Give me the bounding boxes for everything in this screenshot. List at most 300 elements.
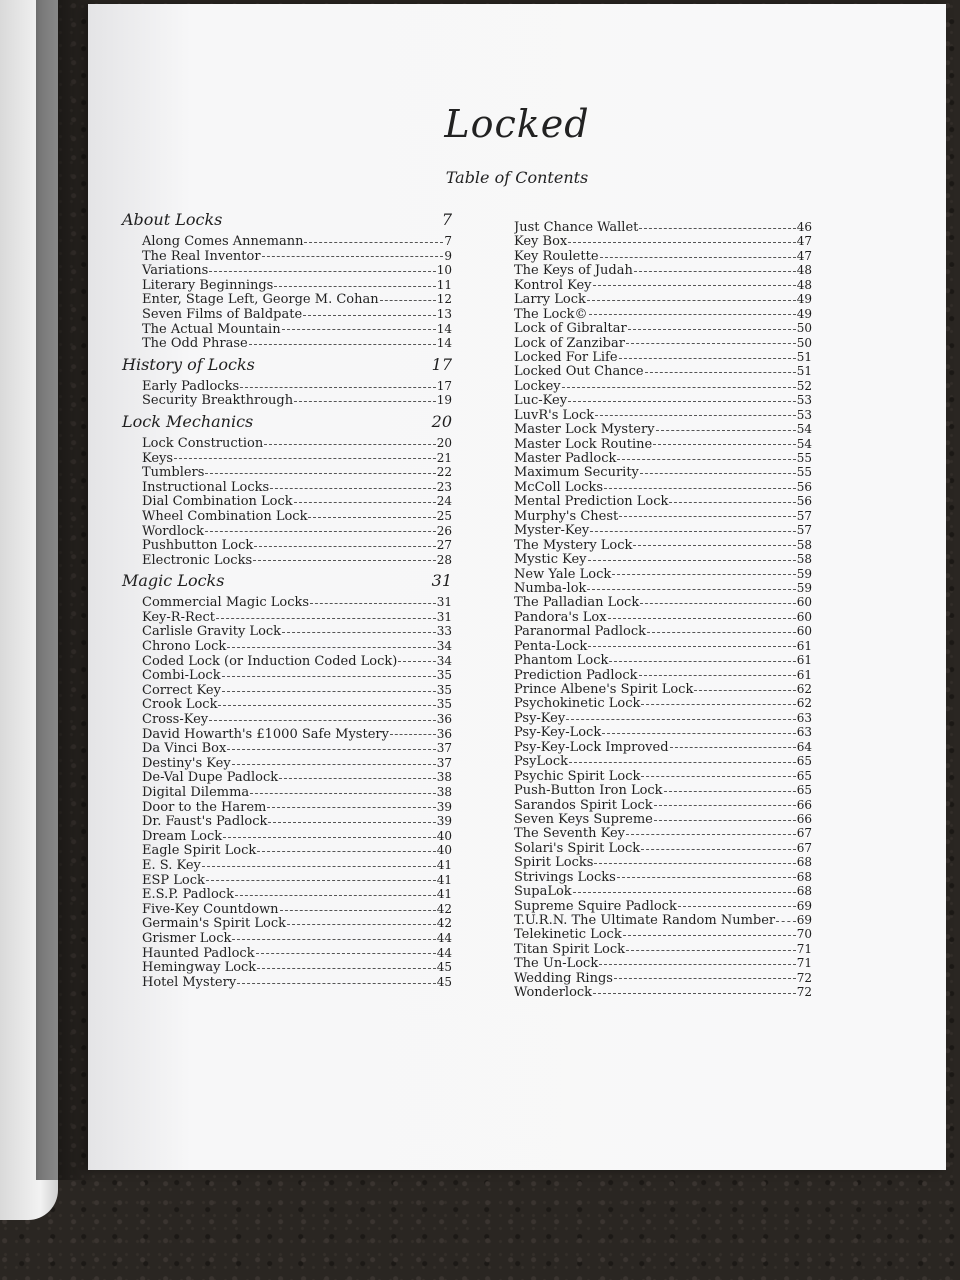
toc-entry-title: Carlisle Gravity Lock: [142, 624, 282, 640]
dot-leader: [257, 851, 435, 852]
toc-entry-page: 10: [436, 263, 452, 278]
toc-entry: [514, 653, 812, 667]
dot-leader: [237, 983, 436, 984]
dot-leader: [282, 632, 436, 633]
toc-entry: [122, 249, 452, 264]
toc-entry-page: 67: [796, 840, 812, 855]
toc-entry-title: Early Padlocks: [142, 378, 240, 394]
toc-entry: [122, 610, 452, 625]
toc-entry: [514, 711, 812, 725]
toc-entry-title: McColl Locks: [514, 479, 604, 495]
toc-entry-title: ESP Lock: [142, 872, 205, 888]
dot-leader: [694, 690, 795, 691]
toc-entry-title: Combi-Lock: [142, 668, 221, 683]
toc-entry: [122, 697, 452, 712]
toc-entry-title: Sarandos Spirit Lock: [514, 797, 653, 812]
toc-entry-page: 36: [436, 712, 452, 727]
dot-leader: [608, 618, 796, 619]
dot-leader: [653, 444, 796, 445]
dot-leader: [626, 834, 796, 835]
toc-entry-page: 41: [436, 872, 452, 887]
toc-entry: [122, 336, 452, 351]
toc-entry: [514, 812, 812, 826]
toc-entry: [122, 379, 452, 394]
section-title: History of Locks: [122, 354, 255, 374]
toc-entry-title: Coded Lock (or Induction Coded Lock): [142, 653, 398, 669]
dot-leader: [209, 271, 435, 272]
toc-entry-title: Pushbutton Lock: [142, 538, 254, 553]
toc-entry: [514, 927, 812, 941]
toc-entry-title: Dream Lock: [142, 828, 223, 844]
toc-entry: [514, 321, 812, 335]
toc-entry-title: Psy-Key-Lock Improved: [514, 739, 669, 755]
toc-entry-title: Psychic Spirit Lock: [514, 768, 641, 784]
toc-entry-page: 40: [436, 843, 452, 858]
dot-leader: [641, 704, 795, 705]
toc-entry-title: Just Chance Wallet: [514, 220, 639, 235]
section-title: About Locks: [122, 210, 223, 229]
toc-entry: [122, 843, 452, 858]
toc-entry-title: The Odd Phrase: [142, 336, 248, 351]
toc-entry-title: Instructional Locks: [142, 479, 270, 495]
dot-leader: [588, 646, 796, 647]
toc-section: [122, 571, 452, 989]
toc-entry-page: 56: [796, 494, 812, 509]
dot-leader: [268, 822, 435, 823]
toc-entry: [122, 887, 452, 902]
toc-entry-title: Supreme Squire Padlock: [514, 898, 677, 913]
toc-entry: [514, 350, 812, 364]
toc-entry: [514, 855, 812, 869]
toc-entry: [514, 538, 812, 552]
toc-entry-title: Myster-Key: [514, 523, 590, 538]
dot-leader: [380, 300, 436, 301]
toc-entry: [514, 610, 812, 624]
dot-leader: [664, 791, 796, 792]
toc-entry: [514, 624, 812, 638]
dot-leader: [617, 459, 795, 460]
toc-entry-title: Da Vinci Box: [142, 741, 227, 756]
toc-entry-title: Literary Beginnings: [142, 277, 274, 293]
toc-entry-page: 14: [436, 321, 452, 336]
dot-leader: [398, 661, 435, 662]
dot-leader: [573, 892, 796, 893]
toc-entry: [122, 931, 452, 946]
toc-entry: [122, 292, 452, 307]
toc-entry-title: Paranormal Padlock: [514, 624, 647, 639]
toc-entry-title: Cross-Key: [142, 712, 209, 727]
toc-entry: [514, 465, 812, 479]
dot-leader: [202, 866, 436, 867]
dot-leader: [206, 880, 436, 881]
toc-entry-title: Numba-lok: [514, 580, 587, 596]
toc-entry-page: 66: [796, 797, 812, 812]
dot-leader: [303, 315, 436, 316]
toc-entry: [514, 956, 812, 970]
toc-entry-title: Security Breakthrough: [142, 393, 294, 408]
toc-entry-page: 51: [796, 364, 812, 379]
toc-entry: [122, 756, 452, 771]
toc-entry: [122, 451, 452, 466]
toc-entry: [514, 234, 812, 248]
section-heading: [122, 210, 452, 232]
toc-entry: [514, 292, 812, 306]
toc-entry-page: 7: [444, 234, 452, 248]
section-page: 20: [431, 411, 452, 431]
dot-leader: [254, 546, 435, 547]
toc-entry-title: The Palladian Lock: [514, 595, 640, 610]
toc-entry-title: Enter, Stage Left, George M. Cohan: [142, 292, 379, 307]
toc-entry-page: 55: [796, 465, 812, 480]
toc-entry-page: 41: [436, 857, 452, 872]
toc-entry: [122, 234, 452, 249]
toc-entry-page: 31: [436, 609, 452, 624]
toc-entry-title: Destiny's Key: [142, 755, 231, 771]
dot-leader: [617, 877, 796, 878]
toc-entry-title: Wheel Combination Lock: [142, 508, 308, 524]
dot-leader: [216, 618, 436, 619]
toc-entry: [122, 509, 452, 524]
dot-leader: [267, 807, 435, 808]
dot-leader: [205, 531, 436, 532]
toc-entry-page: 39: [436, 814, 452, 829]
dot-leader: [249, 344, 436, 345]
dot-leader: [623, 935, 796, 936]
toc-entry-page: 70: [796, 927, 812, 942]
toc-entry: [122, 814, 452, 829]
toc-entry-page: 59: [796, 580, 812, 595]
toc-entry-title: Wordlock: [142, 523, 204, 539]
toc-entry-page: 58: [796, 537, 812, 552]
toc-entry-page: 63: [796, 710, 812, 725]
toc-entry: [122, 524, 452, 539]
toc-entry-page: 53: [796, 393, 812, 408]
dot-leader: [656, 430, 796, 431]
dot-leader: [562, 387, 796, 388]
dot-leader: [308, 517, 435, 518]
toc-entry: [122, 916, 452, 931]
toc-entry: [122, 712, 452, 727]
dot-leader: [587, 300, 796, 301]
section-page: 17: [431, 354, 452, 374]
toc-entry: [514, 971, 812, 985]
toc-entry-title: Door to the Harem: [142, 799, 267, 815]
toc-entry: [514, 249, 812, 263]
toc-entry-page: 54: [796, 436, 812, 451]
toc-entry-page: 14: [436, 336, 452, 351]
dot-leader: [602, 733, 796, 734]
toc-entry: [514, 552, 812, 566]
toc-entry-page: 35: [436, 697, 452, 712]
toc-entry-page: 19: [436, 393, 452, 408]
toc-section: [122, 412, 452, 567]
toc-entry-page: 56: [796, 479, 812, 494]
toc-entry-title: Five-Key Countdown: [142, 901, 279, 917]
toc-entry-page: 72: [796, 985, 812, 1000]
toc-entry-page: 65: [796, 754, 812, 769]
toc-entry-title: Lockey: [514, 378, 561, 394]
toc-entry: [122, 785, 452, 800]
toc-entry-page: 38: [436, 785, 452, 799]
toc-entry-page: 60: [796, 624, 812, 639]
toc-entry: [514, 682, 812, 696]
dot-leader: [593, 285, 796, 286]
toc-entry: [122, 639, 452, 654]
toc-entry-title: Commercial Magic Locks: [142, 595, 310, 610]
toc-entry: [514, 899, 812, 913]
toc-section: [122, 210, 452, 351]
toc-entry-title: Tumblers: [142, 465, 205, 480]
toc-entry: [514, 509, 812, 523]
toc-entry-title: Wonderlock: [514, 985, 593, 1000]
dot-leader: [640, 473, 796, 474]
toc-entry: [122, 494, 452, 509]
toc-entry-title: Hemingway Lock: [142, 960, 257, 975]
toc-entry: [122, 436, 452, 451]
toc-entry: [122, 480, 452, 495]
toc-entry: [514, 494, 812, 508]
toc-entry-page: 48: [796, 263, 812, 278]
toc-entry-title: Key Box: [514, 234, 568, 249]
toc-entry-title: The Keys of Judah: [514, 263, 633, 278]
dot-leader: [222, 676, 436, 677]
toc-entry: [514, 696, 812, 710]
toc-entry-title: Along Comes Annemann: [142, 234, 304, 249]
toc-entry: [514, 754, 812, 768]
dot-leader: [227, 647, 435, 648]
toc-entry-title: SupaLok: [514, 884, 572, 899]
dot-leader: [670, 747, 796, 748]
dot-leader: [599, 964, 796, 965]
dot-leader: [678, 906, 796, 907]
dot-leader: [639, 675, 796, 676]
toc-entry: [122, 902, 452, 917]
dot-leader: [569, 762, 796, 763]
toc-entry-page: 31: [436, 595, 452, 610]
toc-entry: [514, 422, 812, 436]
toc-entry-title: Mental Prediction Lock: [514, 494, 669, 509]
section-heading: [122, 571, 452, 593]
toc-entry: [514, 567, 812, 581]
toc-entry-page: 25: [436, 508, 452, 523]
dot-leader: [654, 805, 796, 806]
toc-entry: [514, 263, 812, 277]
toc-entry-page: 55: [796, 451, 812, 465]
dot-leader: [633, 545, 795, 546]
toc-entry-title: Phantom Lock: [514, 653, 609, 668]
toc-entry-page: 52: [796, 378, 812, 393]
toc-entry-page: 57: [796, 508, 812, 523]
dot-leader: [287, 924, 436, 925]
toc-entry-title: Spirit Locks: [514, 855, 594, 870]
toc-entry-page: 34: [436, 639, 452, 654]
toc-entry-title: Seven Films of Baldpate: [142, 306, 303, 322]
toc-entry-title: Key Roulette: [514, 248, 599, 264]
dot-leader: [641, 776, 795, 777]
toc-entry-page: 27: [436, 538, 452, 553]
toc-entry-title: Keys: [142, 450, 174, 466]
toc-entry-title: Eagle Spirit Lock: [142, 843, 257, 858]
dot-leader: [222, 691, 436, 692]
toc-entry-page: 69: [796, 898, 812, 913]
toc-entry-title: Master Lock Routine: [514, 436, 653, 451]
dot-leader: [310, 603, 436, 604]
toc-entry-title: Telekinetic Lock: [514, 927, 622, 942]
dot-leader: [626, 950, 796, 951]
toc-entry-title: Murphy's Chest: [514, 508, 619, 524]
dot-leader: [280, 910, 436, 911]
toc-entry: [122, 727, 452, 742]
dot-leader: [257, 968, 436, 969]
section-title: Lock Mechanics: [122, 411, 254, 431]
dot-leader: [604, 488, 796, 489]
dot-leader: [256, 953, 436, 954]
toc-entry-title: Psy-Key: [514, 710, 566, 726]
toc-entry: [514, 220, 812, 234]
toc-entry: [514, 884, 812, 898]
dot-leader: [568, 401, 796, 402]
toc-entry-page: 37: [436, 741, 452, 756]
toc-entry-page: 61: [796, 638, 812, 653]
toc-entry-title: Strivings Locks: [514, 869, 616, 885]
toc-heading: Table of Contents: [445, 168, 589, 187]
toc-entry: [514, 769, 812, 783]
toc-entry-page: 53: [796, 407, 812, 422]
toc-entry-page: 63: [796, 725, 812, 740]
toc-entry-title: Correct Key: [142, 682, 221, 698]
dot-leader: [209, 720, 436, 721]
toc-entry-title: Locked For Life: [514, 349, 618, 365]
toc-entry-page: 66: [796, 811, 812, 826]
section-heading: [122, 412, 452, 434]
toc-entry-title: PsyLock: [514, 754, 569, 769]
section-title: Magic Locks: [122, 571, 225, 591]
dot-leader: [240, 387, 436, 388]
toc-entry: [514, 364, 812, 378]
toc-entry-page: 68: [796, 869, 812, 884]
toc-entry-page: 39: [436, 799, 452, 814]
toc-entry-title: Prince Albene's Spirit Lock: [514, 682, 694, 697]
dot-leader: [294, 502, 436, 503]
dot-leader: [628, 329, 796, 330]
dot-leader: [609, 661, 795, 662]
toc-entry: [122, 654, 452, 669]
toc-entry: [122, 278, 452, 293]
toc-entry: [122, 770, 452, 785]
toc-entry-title: Dial Combination Lock: [142, 494, 293, 509]
dot-leader: [593, 993, 796, 994]
toc-entry-page: 64: [796, 739, 812, 754]
toc-entry-page: 57: [796, 523, 812, 538]
toc-entry-page: 54: [796, 422, 812, 437]
dot-leader: [566, 719, 796, 720]
toc-entry-title: Push-Button Iron Lock: [514, 783, 663, 798]
dot-leader: [282, 329, 436, 330]
toc-entry: [122, 322, 452, 337]
toc-entry: [514, 451, 812, 465]
dot-leader: [232, 764, 436, 765]
dot-leader: [619, 358, 796, 359]
toc-entry: [122, 538, 452, 553]
toc-entry-title: Lock of Zanzibar: [514, 335, 625, 350]
book-title: Locked: [444, 102, 590, 146]
toc-entry: [514, 336, 812, 350]
toc-entry-title: New Yale Lock: [514, 566, 612, 581]
toc-entry-page: 71: [796, 941, 812, 956]
dot-leader: [227, 749, 435, 750]
toc-entry-page: 40: [436, 828, 452, 843]
dot-leader: [174, 458, 436, 459]
toc-entry: [122, 873, 452, 888]
toc-entry-title: Crook Lock: [142, 697, 218, 713]
toc-entry-page: 71: [796, 956, 812, 971]
toc-entry: [514, 841, 812, 855]
dot-leader: [669, 502, 795, 503]
toc-entry: [514, 783, 812, 797]
toc-entry-page: 62: [796, 682, 812, 696]
toc-entry-title: Titan Spirit Lock: [514, 941, 626, 957]
toc-entry: [514, 913, 812, 927]
toc-entry-title: Digital Dilemma: [142, 785, 250, 800]
dot-leader: [223, 837, 436, 838]
toc-entry-title: Psychokinetic Lock: [514, 696, 641, 711]
toc-entry: [514, 379, 812, 393]
toc-entry-page: 41: [436, 887, 452, 902]
dot-leader: [595, 415, 796, 416]
toc-entry: [122, 800, 452, 815]
dot-leader: [634, 271, 796, 272]
dot-leader: [304, 242, 443, 243]
toc-entry-title: Pandora's Lox: [514, 609, 607, 625]
dot-leader: [589, 314, 796, 315]
toc-entry-title: Luc-Key: [514, 393, 568, 408]
toc-entry-title: Master Padlock: [514, 451, 617, 466]
toc-entry: [122, 624, 452, 639]
toc-entry-page: 42: [436, 901, 452, 916]
toc-left-column: [122, 210, 452, 993]
dot-leader: [279, 778, 436, 779]
toc-entry-page: 9: [444, 248, 452, 263]
toc-entry-page: 50: [796, 321, 812, 336]
toc-entry-title: Maximum Security: [514, 465, 639, 480]
toc-entry-title: Kontrol Key: [514, 277, 592, 293]
toc-entry: [514, 985, 812, 999]
toc-entry: [122, 829, 452, 844]
dot-leader: [587, 589, 795, 590]
toc-entry-page: 42: [436, 916, 452, 931]
toc-entry-title: T.U.R.N. The Ultimate Random Number: [514, 913, 776, 928]
toc-entry-page: 36: [436, 726, 452, 741]
toc-entry: [122, 668, 452, 683]
toc-entry: [514, 307, 812, 321]
toc-entry-page: 45: [436, 974, 452, 989]
toc-entry: [514, 870, 812, 884]
toc-entry-title: E. S. Key: [142, 857, 201, 873]
toc-entry-page: 23: [436, 479, 452, 494]
toc-entry: [514, 595, 812, 609]
dot-leader: [262, 256, 444, 257]
dot-leader: [640, 603, 796, 604]
toc-entry-title: Larry Lock: [514, 292, 586, 307]
toc-entry: [514, 826, 812, 840]
toc-entry-page: 49: [796, 306, 812, 321]
toc-entry: [122, 683, 452, 698]
toc-entry: [122, 393, 452, 408]
dot-leader: [639, 228, 795, 229]
toc-entry-page: 47: [796, 248, 812, 263]
toc-entry-page: 69: [796, 913, 812, 927]
section-page: 7: [441, 210, 452, 229]
